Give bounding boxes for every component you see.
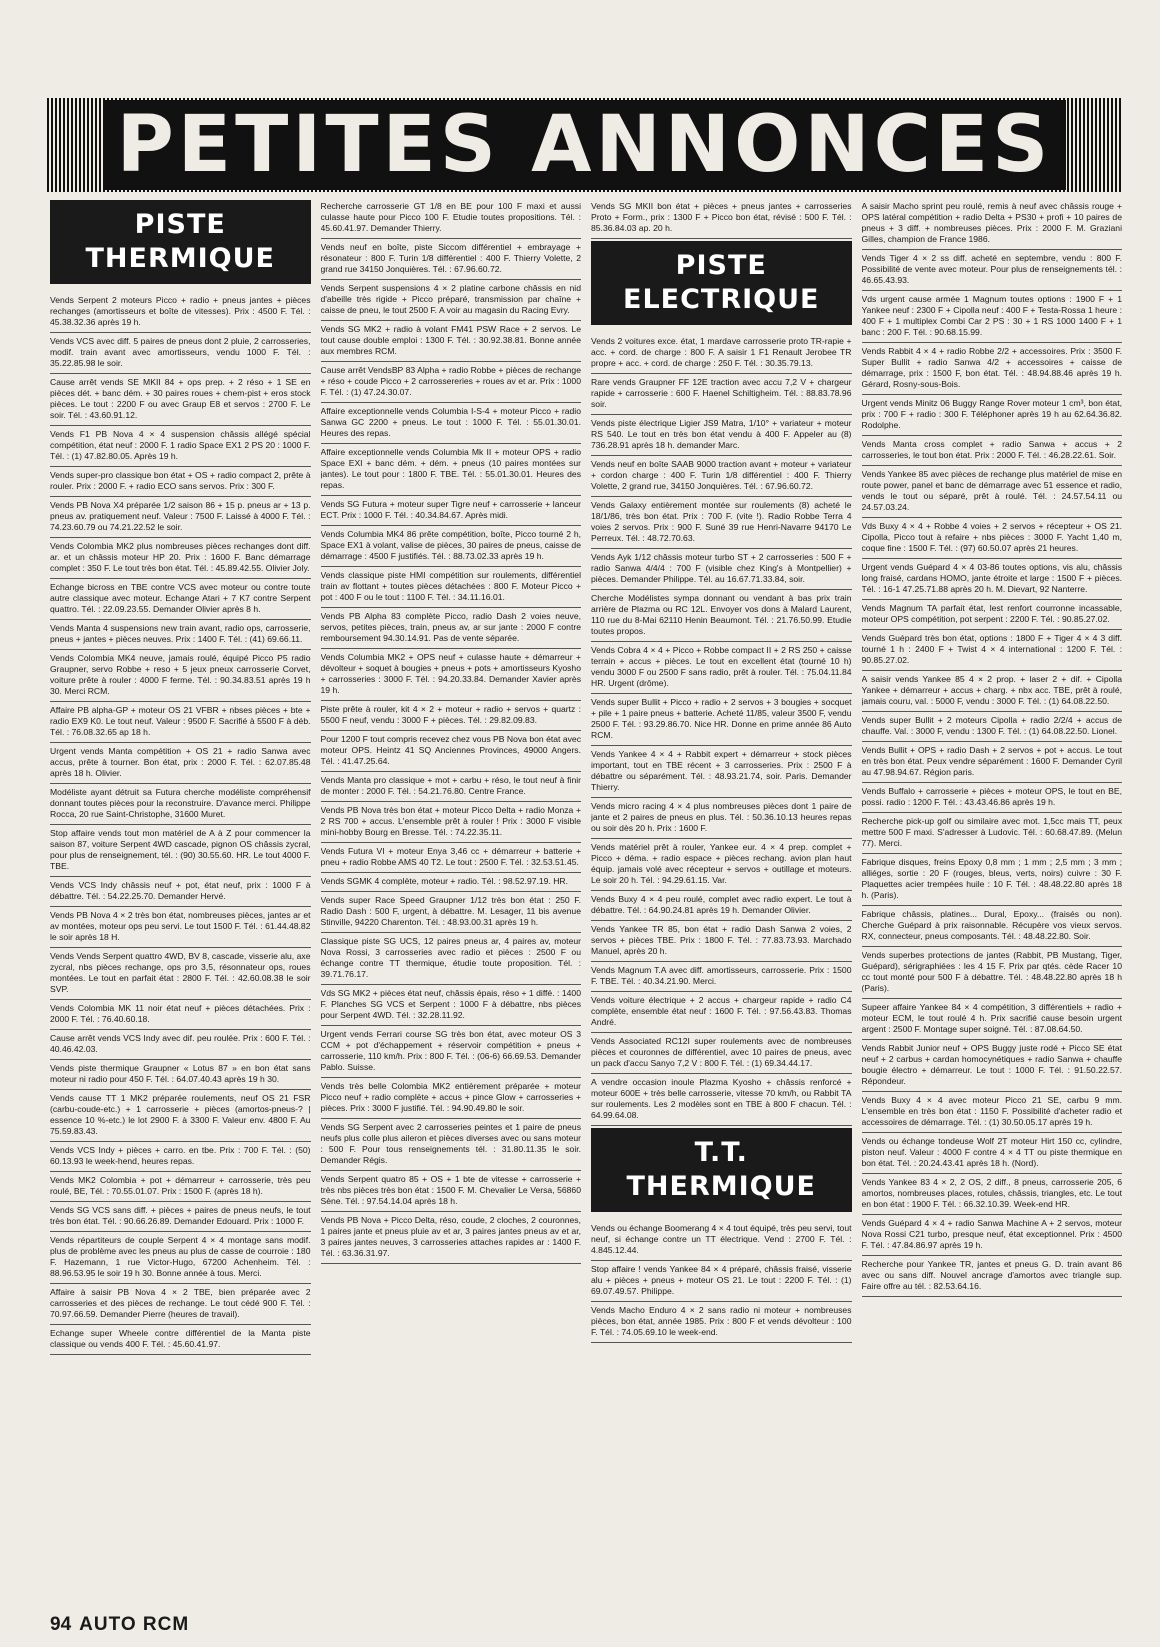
classified-ad: Recherche pour Yankee TR, jantes et pneus G. D. train avant 86 avec ou sans diff. Nouvel ancrage d'amortos avec triangle sup. Faire offre au tél. : 82.53.64.16. bbox=[862, 1256, 1123, 1297]
classified-ad: Vends ou échange Boomerang 4 × 4 tout équipé, très peu servi, tout neuf, si échange contre un TT électrique. Vend : 2700 F. Tél. : 4.845.12.44. bbox=[591, 1220, 852, 1261]
classified-ad: Vends VCS Indy + pièces + carro. en tbe. Prix : 700 F. Tél. : (50) 60.13.93 le week-hend, heures repas. bbox=[50, 1142, 311, 1172]
classified-ad: Affaire exceptionnelle vends Columbia Mk II + moteur OPS + radio Space EXI + banc dém. + dém. + pneus (10 paires montées sur jantes). Le tout pour : 1800 F. TBE. Tél. : 55.01.30.01. Heures des repas. bbox=[321, 444, 582, 496]
classified-ad: A saisir Macho sprint peu roulé, remis à neuf avec châssis rouge + OPS latéral compétition + radio Delta + PS30 + profi + 10 paires de pneus + 3 diff. + nombreuses pièces. Prix : 2000 F. M. Graziani Gilles, champion de France 1986. bbox=[862, 198, 1123, 250]
classified-ad: Classique piste SG UCS, 12 paires pneus ar, 4 paires av, moteur Nova Rossi, 3 carrosseries avec radio et pièces : 2500 F ou échange contre TT thermique, étudie toute proposition. Tél. : 39.71.76.17. bbox=[321, 933, 582, 985]
classified-ad: Vends Serpent suspensions 4 × 2 platine carbone châssis en nid d'abeille très rigide + Picco préparé, transmission par chaîne + caisse de pneu, le tout 2500 F. A voir au magasin du Racing Evry. bbox=[321, 280, 582, 321]
classified-ad: Vends Ayk 1/12 châssis moteur turbo ST + 2 carrosseries : 500 F + radio Sanwa 4/4/4 : 700 F (visible chez King's à Montpellier) + pièces. Demander Philippe. Tél. au 16.67.71.33.84, soir. bbox=[591, 549, 852, 590]
classified-ad: Vends neuf en boîte SAAB 9000 traction avant + moteur + variateur + cordon charge : 400 F. Turin 1/8 différentiel : 400 F. Thierry Volette, 2 grand rue, 34150 Jonquières. Tél. : 67.96.60.72. bbox=[591, 456, 852, 497]
classified-ad: Vends Manta pro classique + mot + carbu + réso, le tout neuf à finir de monter : 2000 F. Tél. : 54.21.76.80. Centre France. bbox=[321, 772, 582, 802]
classified-ad: Urgent vends Ferrari course SG très bon état, avec moteur OS 3 CCM + pot d'échappement + réservoir compétition + pneus + carrosserie, 110 km/h. Prix : 800 F. Tél. : (06-6) 66.69.53. Demander Pablo. Suisse. bbox=[321, 1026, 582, 1078]
classified-ad: Vends Yankee TR 85, bon état + radio Dash Sanwa 2 voies, 2 servos + pièces TBE. Prix : 1800 F. Tél. : 77.83.73.93. Marchado Manuel, après 20 h. bbox=[591, 921, 852, 962]
classified-ad: Affaire PB alpha-GP + moteur OS 21 VFBR + nbses pièces + bte + radio EX9 K0. Le tout neuf. Valeur : 9500 F. Sacrifié à 5500 F à déb. Tél. : 76.08.32.65 ap 18 h. bbox=[50, 702, 311, 743]
classified-ad: Vends micro racing 4 × 4 plus nombreuses pièces dont 1 paire de jante et 2 paires de pneus en plus. Tél. : 50.36.10.13 heures repas ou soir dès 20 h. Prix : 1600 F. bbox=[591, 798, 852, 839]
classified-ad: Vends PB Nova très bon état + moteur Picco Delta + radio Monza + 2 RS 700 + accus. L'ensemble prêt à rouler ! Prix : 3000 F visible mini-hobby Bourg en Bresse. Tél. : 74.22.35.11. bbox=[321, 802, 582, 843]
classified-ad: Stop affaire vends tout mon matériel de A à Z pour commencer la saison 87, voiture Serpent 4WD cascade, pignon OS châssis zycral, pour plus de renseignement, tél. : (90) 30.55.60. HR. Le tout 4000 F. TBE. bbox=[50, 825, 311, 877]
classified-ad: Vends super Bullit + 2 moteurs Cipolla + radio 2/2/4 + accus de chauffe. Val. : 3000 F, vendu : 1300 F. Tél. : (1) 64.08.22.50. Lionel. bbox=[862, 712, 1123, 742]
classified-ad: Vends SG VCS sans diff. + pièces + paires de pneus neufs, le tout très bon état. Tél. : 90.66.26.89. Demander Edouard. Prix : 1000 F. bbox=[50, 1202, 311, 1232]
classified-ad: Pour 1200 F tout compris recevez chez vous PB Nova bon état avec moteur OPS. Heintz 41 SQ Anciennes Provinces, 49000 Angers. Tél. : 41.47.25.64. bbox=[321, 731, 582, 772]
classified-ad: Stop affaire ! vends Yankee 84 × 4 préparé, châssis fraisé, visserie alu + pièces + pneus + moteur OS 21. Le tout : 2200 F. Tél. : (1) 69.07.49.57. Philippe. bbox=[591, 1261, 852, 1302]
classified-ad: Vends super-pro classique bon état + OS + radio compact 2, prête à rouler. Prix : 2000 F. + radio ECO sans servos. Prix : 300 F. bbox=[50, 467, 311, 497]
classified-ad: Vends cause TT 1 MK2 préparée roulements, neuf OS 21 FSR (carbu-coude-etc.) + 1 carrosserie + pièces (amortos-pneus-? | essence 10 %-etc.) le lot 2900 F. à 3300 F. Valeur env. 4800 F. Au 75.59.83.43. bbox=[50, 1090, 311, 1142]
classified-ad: Vends Rabbit 4 × 4 + radio Robbe 2/2 + accessoires. Prix : 3500 F. Super Bullit + radio Sanwa 4/2 + accessoires + caisse de démarrage, prix : 1500 F, bon état. Tél. : 48.94.88.46 après 19 h. Gérard, Rosny-sous-Bois. bbox=[862, 343, 1123, 395]
page-title: PETITES ANNONCES bbox=[103, 100, 1067, 190]
classified-ad: Rare vends Graupner FF 12E traction avec accu 7,2 V + chargeur rapide + carrosserie : 600 F. Haenel Schiltigheim. Tél. : 88.83.78.96 soir. bbox=[591, 374, 852, 415]
classified-ad: A saisir vends Yankee 85 4 × 2 prop. + laser 2 + dif. + Cipolla Yankee + démarreur + accus + charg. + nbx acc. TBE, prêt à roulé, jamais couru, val. : 5000 F, vendu : 3000 F. Tél. : (1) 64.08.22.50. bbox=[862, 671, 1123, 712]
classified-ad: Supeer affaire Yankee 84 × 4 compétition, 3 différentiels + radio + moteur ECM, le tout roulé 4 h. Prix sacrifié cause besoin urgent argent : 2500 F. Montage super soigné. Tél. : 87.08.64.50. bbox=[862, 999, 1123, 1040]
page-footer bbox=[50, 1614, 189, 1636]
classified-ad: Cause arrêt vends SE MKII 84 + ops prep. + 2 réso + 1 SE en pièces dét. + banc dém. + 30 paires roues + chem-pist + eros stock pièces. Le tout : 2200 F ou avec Graup E8 et servos : 2700 F. Le soir. Tél. : 43.60.91.12. bbox=[50, 374, 311, 426]
classified-ad: Urgent vends Minitz 06 Buggy Range Rover moteur 1 cm³, bon état, prix : 700 F + radio : 300 F. Téléphoner après 19 h au 62.64.36.82. Rodolphe. bbox=[862, 395, 1123, 436]
classified-ad: Vends SG MK2 + radio à volant FM41 PSW Race + 2 servos. Le tout cause double emploi : 1300 F. Tél. : 30.92.38.81. Bonne année aux membres RCM. bbox=[321, 321, 582, 362]
classified-ad: Vends Colombia MK 11 noir état neuf + pièces détachées. Prix : 2000 F. Tél. : 76.40.60.18. bbox=[50, 1000, 311, 1030]
classified-ad: Vends Yankee 4 × 4 + Rabbit expert + démarreur + stock pièces important, tout en TBE récent + 3 carrosseries. Prix : 2500 F à débattre ou séparément. Tél. : 48.93.21.74, soir. Paris. Demander Thierry. bbox=[591, 746, 852, 798]
classified-ad: Recherche carrosserie GT 1/8 en BE pour 100 F maxi et aussi culasse haute pour Picco 100 F. Etudie toutes propositions. Tél. : 45.60.41.97. Demander Thierry. bbox=[321, 198, 582, 239]
classified-ad: Vends Futura VI + moteur Enya 3,46 cc + démarreur + batterie + pneu + radio Robbe AMS 40 T2. Le tout : 2500 F. Tél. : 32.53.51.45. bbox=[321, 843, 582, 873]
magazine-name: AUTO RCM bbox=[79, 1614, 190, 1635]
classified-ad: Vends Manta cross complet + radio Sanwa + accus + 2 carrosseries, le tout bon état. Prix : 2000 F. Tél. : 46.28.22.61. Soir. bbox=[862, 436, 1123, 466]
classified-ad: Vends Buffalo + carrosserie + pièces + moteur OPS, le tout en BE, possi. radio : 1200 F. Tél. : 43.43.46.86 après 19 h. bbox=[862, 783, 1123, 813]
classified-ad: Affaire à saisir PB Nova 4 × 2 TBE, bien préparée avec 2 carrosseries et des pièces de rechange. Le tout cédé 900 F. Tél. : 70.97.66.59. Demander Pierre (heures de travail). bbox=[50, 1284, 311, 1325]
column-3 bbox=[591, 198, 852, 1593]
classified-ad: Vends Buxy 4 × 4 avec moteur Picco 21 SE, carbu 9 mm. L'ensemble en très bon état : 1150 F. Possibilité d'acheter radio et accessoires de démarrage. Tél. : (1) 30.50.05.17 après 19 h. bbox=[862, 1092, 1123, 1133]
classified-ad: Urgent vends Manta compétition + OS 21 + radio Sanwa avec accus, prête à tourner. Bon état, prix : 2000 F. Tél. : 62.07.85.48 après 18 h. Olivier. bbox=[50, 743, 311, 784]
classified-ad: Vends Galaxy entièrement montée sur roulements (8) acheté le 18/1/86, très bon état. Prix : 700 F. (vite !). Radio Robbe Terra 4 voies 2 servos. Prix : 900 F. Suné 39 rue Henri-Navarre 94170 Le Perreux. Tél. : 48.72.70.63. bbox=[591, 497, 852, 549]
classified-ad: Cause arrêt vends VCS Indy avec dif. peu roulée. Prix : 600 F. Tél. : 40.46.42.03. bbox=[50, 1030, 311, 1060]
classified-ad: Vends Manta 4 suspensions new train avant, radio ops, carrosserie, pneus + jantes + pièces neuves. Prix : 1400 F. Tél. : (41) 69.66.11. bbox=[50, 620, 311, 650]
classified-ad: Vds Buxy 4 × 4 + Robbe 4 voies + 2 servos + récepteur + OS 21. Cipolla, Picco tout à refaire + nbs pièces : 3000 F. Yacht 1,40 m, coque fine : 1500 F. Tél. : (97) 60.50.07 après 21 heures. bbox=[862, 518, 1123, 559]
classified-ad: Vends PB Nova + Picco Delta, réso, coude, 2 cloches, 2 couronnes, 1 paires jante et pneus pluie av et ar, 3 paires jantes pneus av et ar, 3 paires jantes neuves, 3 carrosseries attaches rapides ar : 1400 F. Tél. : 63.36.31.97. bbox=[321, 1212, 582, 1264]
classified-ad: Vends Guépard 4 × 4 + radio Sanwa Machine A + 2 servos, moteur Nova Rossi C21 turbo, presque neuf, état exceptionnel. Prix : 4500 F. Tél. : 47.84.86.97 après 19 h. bbox=[862, 1215, 1123, 1256]
classified-ad: Cherche Modélistes sympa donnant ou vendant à bas prix train arrière de Plazma ou RC 12L. Envoyer vos dons à Malard Laurent, 110 rue du 8-Mai 62110 Henin Beaumont. Tél. : 21.76.50.99. Etudie toutes propos. bbox=[591, 590, 852, 642]
classified-ad: Vends Associated RC12I super roulements avec de nombreuses pièces et couronnes de différentiel, avec 10 paires de pneus, avec un pack d'accu Sanyo 7,2 V : 800 F. Tél. : (1) 69.34.44.17. bbox=[591, 1033, 852, 1074]
classified-ad: Vds urgent cause armée 1 Magnum toutes options : 1900 F + 1 Yankee neuf : 2300 F + Cipolla neuf : 400 F + Testa-Rossa 1 heure : 400 F + 1 multiplex Combi Car 2 PS : 30 + 1 RS 1000 1400 F + 1 banc : 200 F. Tél. : 90.68.15.99. bbox=[862, 291, 1123, 343]
page-title-banner bbox=[47, 98, 1122, 192]
section-header: PISTE ELECTRIQUE bbox=[591, 241, 852, 325]
classified-ad: Vends ou échange tondeuse Wolf 2T moteur Hirt 150 cc, cylindre, piston neuf. Valeur : 4000 F contre 4 × 4 TT ou piste thermique en bon état. Tél. : 20.24.43.41 après 18 h. (Nord). bbox=[862, 1133, 1123, 1174]
classified-ad: Vends Buxy 4 × 4 peu roulé, complet avec radio expert. Le tout à débattre. Tél. : 64.90.24.81 après 19 h. Demander Olivier. bbox=[591, 891, 852, 921]
classified-ad: Vends SG MKII bon état + pièces + pneus jantes + carrosseries Proto + Form., prix : 1300 F + Picco bon état, révisé : 500 F. Tél. : 85.36.84.03 ap. 20 h. bbox=[591, 198, 852, 239]
classified-ad: Vends MK2 Colombia + pot + démarreur + carrosserie, très peu roulé, BE, Tél. : 70.55.01.07. Prix : 1500 F. (après 18 h). bbox=[50, 1172, 311, 1202]
classified-ad: Fabrique disques, freins Epoxy 0,8 mm ; 1 mm ; 2,5 mm ; 3 mm ; alliéges, sortie : 20 F (rouges, bleus, verts, noirs) cuivre : 30 F. Plaquettes acier trempées huile : 10 F. Tél. : 48.48.22.80 après 18 h. (Paris). bbox=[862, 854, 1123, 906]
classified-ad: Vds SG MK2 + pièces état neuf, châssis épais, réso + 1 diffé. : 1400 F. Planches SG VCS et Serpent : 1000 F à débattre, nbs pièces pour Serpent 4WD. Tél. : 32.28.11.92. bbox=[321, 985, 582, 1026]
classified-ad: Vends Yankee 85 avec pièces de rechange plus matériel de mise en route power, panel et banc de démarrage avec 51 essence et radio, vends le tout ou séparé, prêt à roulé. Tél. : 24.57.54.11 ou 24.57.03.24. bbox=[862, 466, 1123, 518]
classified-ad: A vendre occasion inoule Plazma Kyosho + châssis renforcé + moteur 600E + très belle carrosserie, vitesse 70 km/h, ou Rabbit TA sur roulements. Les 2 modèles sont en TBE à 800 F chacun. Tél. : 64.99.64.08. bbox=[591, 1074, 852, 1126]
classified-ad: Urgent vends Guépard 4 × 4 03-86 toutes options, vis alu, châssis long fraisé, cardans HOMO, jante étroite et large : 1500 F + pièces. Tél. : 16-1 47.25.71.88 après 20 h. M. Dievart, 92 Nanterre. bbox=[862, 559, 1123, 600]
classified-ad: Vends super Race Speed Graupner 1/12 très bon état : 250 F. Radio Dash : 500 F, urgent, à débattre. M. Lesager, 11 bis avenue Stinville, 94220 Charenton. Tél. : 48.93.00.31 après 19 h. bbox=[321, 892, 582, 933]
classified-ad: Vends 2 voitures exce. état, 1 mardave carrosserie proto TR-rapie + acc. + cord. de charge : 800 F. A saisir 1 F1 Renault Jerobee TR propre + acc. + cord. de charge : 250 F. Tél. : 30.35.79.13. bbox=[591, 333, 852, 374]
classified-ad: Vends voiture électrique + 2 accus + chargeur rapide + radio C4 complète, ensemble état neuf : 1600 F. Tél. : 97.56.43.83. Thomas André. bbox=[591, 992, 852, 1033]
classified-ad: Vends Guépard très bon état, options : 1800 F + Tiger 4 × 4 3 diff. tourné 1 h : 2400 F + Twist 4 × 4 international : 1200 F. Tél. : 90.85.27.02. bbox=[862, 630, 1123, 671]
classified-ad: Vends SGMK 4 complète, moteur + radio. Tél. : 98.52.97.19. HR. bbox=[321, 873, 582, 892]
classified-ad: Vends Macho Enduro 4 × 2 sans radio ni moteur + nombreuses pièces, bon état, année 1985. Prix : 800 F et vends dévolteur : 100 F. Tél. : 74.05.69.10 le week-end. bbox=[591, 1302, 852, 1343]
classified-ad: Vends Magnum T.A avec diff. amortisseurs, carrosserie. Prix : 1500 F. TBE. Tél. : 40.34.21.90. Merci. bbox=[591, 962, 852, 992]
classified-ad: Cause arrêt VendsBP 83 Alpha + radio Robbe + pièces de rechange + réso + coude Picco + 2 carrossereries + roues av et ar. Prix : 1000 F. Tél. : (1) 47.24.30.07. bbox=[321, 362, 582, 403]
column-4 bbox=[862, 198, 1123, 1593]
classified-ad: Vends Rabbit Junior neuf + OPS Buggy juste rodé + Picco SE état neuf + 2 carbus + cardan homocynétiques + radio Sanwa + chauffe bougie électro + démarreur. Le tout : 1000 F. Tél. : 91.50.22.57. Répondeur. bbox=[862, 1040, 1123, 1092]
classified-ad: Vends SG Serpent avec 2 carrosseries peintes et 1 paire de pneus neufs plus colle plus aileron et pièces diverses avec ou sans moteur : 500 F. Pour tous renseignements tél. : 31.80.11.35 le soir. Demander Régis. bbox=[321, 1119, 582, 1171]
classified-ad: Vends VCS Indy châssis neuf + pot, état neuf, prix : 1000 F à débattre. Tél. : 54.22.25.70. Demander Hervé. bbox=[50, 877, 311, 907]
classified-ad: Echange super Wheele contre différentiel de la Manta piste classique ou vends 400 F. Tél. : 45.60.41.97. bbox=[50, 1325, 311, 1355]
classified-ad: Vends Colombia MK2 plus nombreuses pièces rechanges dont diff. ar. et un châssis moteur HP 20. Prix : 1600 F. Banc démarrage complet : 350 F. Le tout très bon état. Tél. : 45.89.42.55. Olivier Joly. bbox=[50, 538, 311, 579]
classified-columns bbox=[50, 198, 1122, 1593]
classified-ad: Vends Serpent quatro 85 + OS + 1 bte de vitesse + carrosserie + très nbs pièces très bon état : 1500 F. M. Chevalier Le Versa, 56860 Sène. Tél. : 97.54.14.04 après 18 h. bbox=[321, 1171, 582, 1212]
classified-ad: Modéliste ayant détruit sa Futura cherche modéliste compréhensif donnant toutes pièces pour la reconstruire. D'avance merci. Philippe Rocca, 20 rue Saint-Christophe, 31600 Muret. bbox=[50, 784, 311, 825]
classified-ad: Vends super Bullit + Picco + radio + 2 servos + 3 bougies + socquet + pile + 1 paire pneus + batterie. Acheté 11/85, valeur 3500 F, vendu 2500 F. Tél. : 93.29.86.70. Nice HR. Donne en prime année 86 Auto RCM. bbox=[591, 694, 852, 746]
column-2 bbox=[321, 198, 582, 1593]
classified-ad: Piste prête à rouler, kit 4 × 2 + moteur + radio + servos + quartz : 5500 F neuf, vendu : 3000 F + pièces. Tél. : 29.82.09.83. bbox=[321, 701, 582, 731]
classified-ad: Fabrique châssis, platines... Dural, Epoxy... (fraisés ou non). Cherche Guépard à prix raisonnable. Récupère vos vieux servos. RX, connecteur, pneus composants. Tél. : 48.48.22.80. Soir. bbox=[862, 906, 1123, 947]
classified-ad: Vends Bullit + OPS + radio Dash + 2 servos + pot + accus. Le tout en très bon état. Peux vendre séparément : 1600 F. Demander Cyril au 47.98.94.67. Région paris. bbox=[862, 742, 1123, 783]
classified-ad: Echange bicross en TBE contre VCS avec moteur ou contre toute autre classique avec moteur. Echange Atari + 7 K7 contre Serpent quattro. Tél. : 22.09.23.55. Demander Olivier après 8 h. bbox=[50, 579, 311, 620]
classified-ad: Vends Vends Serpent quattro 4WD, BV 8, cascade, visserie alu, axe zycral, nbs pièces rechange, ops pro 3,5, résonnateur ops, roues montées. Le tout en parfait état : 2800 F. Tél. : 42.60.08.38 le soir SVP. bbox=[50, 948, 311, 1000]
classified-ad: Vends Cobra 4 × 4 + Picco + Robbe compact II + 2 RS 250 + caisse terrain + accus + pièces. Le tout en excellent état (tourné 10 h) vendu 3000 F ou 2500 F sans radio, prêt à rouler. Tél. : 75.04.11.84 HR. Urgent (drôme). bbox=[591, 642, 852, 694]
page-number: 94 bbox=[50, 1614, 72, 1635]
classified-ad: Vends Colombia MK4 neuve, jamais roulé, équipé Picco P5 radio Graupner, servo Robbe + reso + 5 jeux pneux carrosserie Corvet, voiture prête à rouler : 4000 F ferme. Tél. : 90.34.83.51 après 19 h 30. Merci RCM. bbox=[50, 650, 311, 702]
classified-ad: Vends Serpent 2 moteurs Picco + radio + pneus jantes + pièces rechanges (amortisseurs et boîte de vitesses). Prix : 4500 F. Tél. : 45.38.32.36 après 19 h. bbox=[50, 292, 311, 333]
classified-ad: Vends Columbia MK2 + OPS neuf + culasse haute + démarreur + dévolteur + soquet à bougies + pneus + pots + amortisseurs Kyosho + carrosseries : 3000 F. Tél. : 94.20.33.84. Demander Xavier après 19 h. bbox=[321, 649, 582, 701]
classified-ad: Vends PB Alpha 83 complète Picco, radio Dash 2 voies neuve, servos, petites pièces, train, pneus av, ar sur jante : 2000 F contre remboursement 94.30.14.91. Pas de vente séparée. bbox=[321, 608, 582, 649]
classified-ad: Vends Magnum TA parfait état, lest renfort courronne incassable, moteur OPS compétition, pot serpent : 2200 F. Tél. : 90.85.27.02. bbox=[862, 600, 1123, 630]
classified-ad: Vends superbes protections de jantes (Rabbit, PB Mustang, Tiger, Guépard), sérigraphiées : les 4 15 F. Prix par qtés. cède Racer 10 cc tout monté pour 500 F à débattre. Tél. : 48.48.22.80 après 18 h (Paris). bbox=[862, 947, 1123, 999]
section-header: T.T. THERMIQUE bbox=[591, 1128, 852, 1212]
classified-ad: Vends Columbia MK4 86 prête compétition, boîte, Picco tourné 2 h, Space EX1 à volant, valise de pièces, 30 paires de pneus, caisse de démarrage : 4500 F justifiés. Tél. : 88.73.02.33 après 19 h. bbox=[321, 526, 582, 567]
classified-ad: Vends SG Futura + moteur super Tigre neuf + carrosserie + lanceur ECT. Prix : 1000 F. Tél. : 40.34.84.67. Après midi. bbox=[321, 496, 582, 526]
classified-ad: Vends Yankee 83 4 × 2, 2 OS, 2 diff., 8 pneus, carrosserie 205, 6 amortos, nombreuses places, rotules, châssis, triangles, etc. Le tout en bon état : 1900 F. Tél. : 66.32.10.39. Week-end HR. bbox=[862, 1174, 1123, 1215]
classified-ad: Vends PB Nova 4 × 2 très bon état, nombreuses pièces, jantes ar et av montées, moteur ops peu servi. Le tout 1500 F. Tél. : 61.44.48.82 le soir après 18 H. bbox=[50, 907, 311, 948]
classified-ad: Vends VCS avec diff. 5 paires de pneus dont 2 pluie, 2 carrosseries, modif. train avant avec amortisseurs, vendu 1000 F. Tél. : 35.22.85.98 le soir. bbox=[50, 333, 311, 374]
column-1 bbox=[50, 198, 311, 1593]
classified-ad: Vends classique piste HMI compétition sur roulements, différentiel train av flottant + toutes pièces détachées : 800 F. Moteur Picco + pot : 400 F ou le tout : 1100 F. Tél. : 34.11.16.01. bbox=[321, 567, 582, 608]
classified-ad: Vends F1 PB Nova 4 × 4 suspension châssis allégé spécial compétition, état neuf : 2000 F. 1 radio Space EX1 2 PS 20 : 1000 F. Tél. : (1) 47.82.80.05. Après 19 h. bbox=[50, 426, 311, 467]
classified-ad: Vends très belle Colombia MK2 entièrement préparée + moteur Picco neuf + radio complète + accus + pince Glow + carrosseries + pièces. Prix : 3000 F justifié. Tél. : 94.90.49.80 le soir. bbox=[321, 1078, 582, 1119]
classified-ad: Vends Tiger 4 × 2 ss diff. acheté en septembre, vendu : 800 F. Possibilité de vente avec moteur. Pour plus de renseignements tél. : 46.65.43.93. bbox=[862, 250, 1123, 291]
section-header: PISTE THERMIQUE bbox=[50, 200, 311, 284]
classified-ad: Vends répartiteurs de couple Serpent 4 × 4 montage sans modif. plus de problème avec les pneus au plus de casse de courroie : 180 F. Hazemann, 1 rue Victor-Hugo, 67200 Achenheim. Tél. : 88.96.53.95 le soir 19 h 30. Bonne année à tous. Merci. bbox=[50, 1232, 311, 1284]
classified-ad: Vends piste électrique Ligier JS9 Matra, 1/10° + variateur + moteur RS 540. Le tout en très bon état vendu à 400 F. Appeler au (8) 736.28.91 après 18 h. demander Marc. bbox=[591, 415, 852, 456]
classified-ad: Vends piste thermique Graupner « Lotus 87 » en bon état sans moteur ni radio pour 450 F. Tél. : 64.07.40.43 après 19 h 30. bbox=[50, 1060, 311, 1090]
classified-ad: Vends neuf en boîte, piste Siccom différentiel + embrayage + résonateur : 800 F. Turin 1/8 différentiel : 400 F. Thierry Volette, 2 grand rue 34150 Jonquières. Tél. : 67.96.60.72. bbox=[321, 239, 582, 280]
classified-ad: Affaire exceptionnelle vends Columbia I-S-4 + moteur Picco + radio Sanwa GC 2200 + pneus. Le tout : 1000 F. Tél. : 55.01.30.01. Heures des repas. bbox=[321, 403, 582, 444]
classified-ad: Recherche pick-up golf ou similaire avec mot. 1,5cc mais TT, peux mettre 500 F maxi. S'adresser à Ludovic. Tél. : 60.68.47.89. (Melun 77). Merci. bbox=[862, 813, 1123, 854]
classified-ad: Vends matériel prêt à rouler, Yankee eur. 4 × 4 prep. complet + Picco + déma. + radio espace + pièces rechang. avion plan haut équip. jamais volé avec récepteur + servos + outillage et moteurs. Le soir 20 h. Tél. : 94.29.61.15. Var. bbox=[591, 839, 852, 891]
classified-ad: Vends PB Nova X4 préparée 1/2 saison 86 + 15 p. pneus ar + 13 p. pneus av. pratiquement neuf. Valeur : 7500 F. Laissé à 4000 F. Tél. : 74.23.60.79 ou 74.21.22.52 le soir. bbox=[50, 497, 311, 538]
